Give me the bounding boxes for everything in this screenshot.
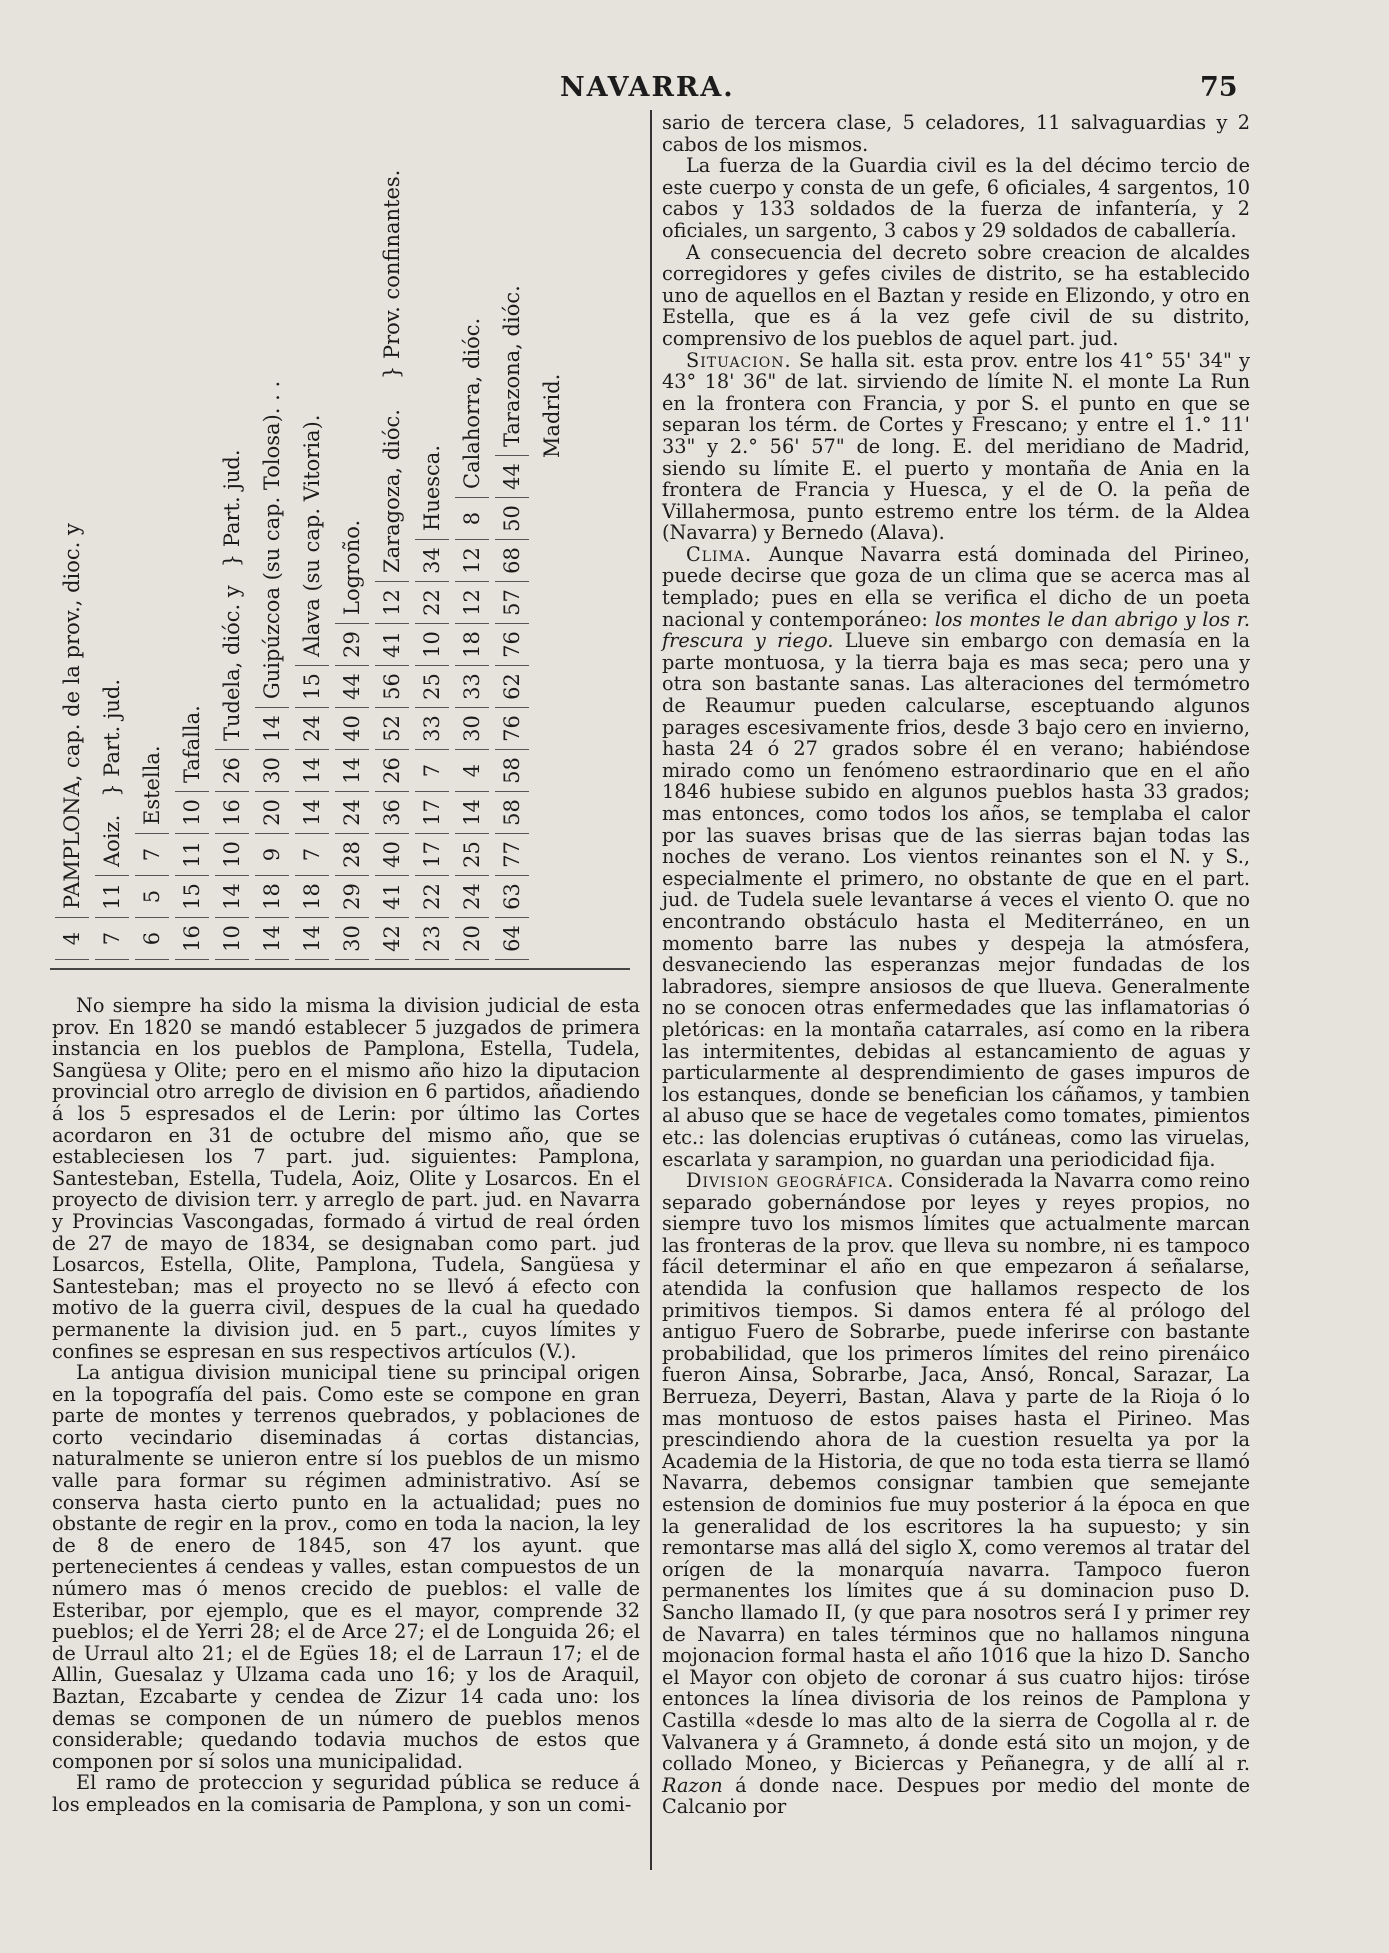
table-cell: 30: [335, 917, 369, 960]
table-cell: 52: [375, 707, 409, 749]
table-cell: 40: [375, 833, 409, 875]
table-cell: 7: [295, 833, 329, 875]
table-cell: 18: [455, 623, 489, 665]
table-row: [92, 112, 132, 960]
table-cell: 10: [215, 833, 249, 875]
row-label: Tafalla.: [180, 705, 204, 783]
paragraph-division-judicial: No siempre ha sido la misma la division judicial de esta prov. En 1820 se mandó establecer 5 juzgados de primera instancia en los pueblos de Pamplona, Estella, Tudela, Sangüesa y Olite; pero en el mismo año hizo la diputacion provincial otro arreglo de division en 6 partidos, añadiendo á los 5 espresados el de Lerin: por último las Cortes acordaron en 31 de octubre del mismo año, que se estableciesen los 7 part. jud. siguientes: Pamplona, Santesteban, Estella, Tudela, Aoiz, Olite y Losarcos. En el proyecto de division terr. y arreglo de part. jud. en Navarra y Provincias Vascongadas, formado á virtud de real órden de 27 de mayo de 1834, se designaban como part. jud Losarcos, Estella, Olite, Pamplona, Tudela, Sangüesa y Santesteban; mas el proyecto no se llevó á efecto con motivo de la guerra civil, despues de la cual ha quedado permanente la division jud. en 5 part., cuyos límites y confines se espresan en sus respectivos artículos (V.).: [52, 994, 640, 1363]
row-label: Guipúzcoa (su cap. Tolosa). . .: [260, 380, 284, 699]
distance-table-rotated: [52, 112, 622, 960]
paragraph-guardia-civil: La fuerza de la Guardia civil es la del décimo tercio de este cuerpo y consta de un gefe, 6 oficiales, 4 sargentos, 10 cabos y 133 soldados de la fuerza de infantería, y 2 oficiales, un sargento, 3 cabos y 29 soldados de caballería.: [662, 154, 1250, 242]
page-number: 75: [1200, 72, 1238, 103]
table-row: [132, 112, 172, 960]
table-cell: 36: [375, 791, 409, 833]
table-cell: 33: [455, 665, 489, 707]
table-cell: 29: [335, 623, 369, 665]
row-label: Calahorra, dióc.: [460, 317, 484, 489]
running-head-title: NAVARRA.: [560, 72, 735, 103]
row-label: Aoiz.: [100, 814, 124, 867]
table-cell: 14: [335, 749, 369, 791]
table-cell: 30: [255, 749, 289, 791]
table-row: [172, 112, 212, 960]
table-cell: 23: [415, 917, 449, 960]
table-cell: 24: [295, 707, 329, 749]
row-label: Madrid.: [540, 373, 564, 458]
table-cell: 14: [455, 791, 489, 833]
row-label: Logroño.: [340, 519, 364, 615]
table-cell: 11: [95, 875, 129, 917]
table-cell: 17: [415, 833, 449, 875]
heading-clima: Clima.: [686, 542, 753, 566]
column-divider: [650, 110, 652, 1870]
table-cell: 7: [415, 749, 449, 791]
table-row: [412, 112, 452, 960]
row-label: Tarazona, dióc.: [500, 285, 524, 447]
table-cell: 4: [55, 917, 89, 960]
table-cell: 15: [175, 875, 209, 917]
table-cell: 58: [495, 791, 529, 833]
table-cell: 16: [175, 917, 209, 960]
table-cell: 41: [375, 875, 409, 917]
table-row: [52, 112, 92, 960]
table-cell: 24: [335, 791, 369, 833]
paragraph-division-municipal: La antigua division municipal tiene su principal origen en la topografía del pais. Como este se compone en gran parte de montes y terrenos quebrados, y poblaciones de corto vecindario diseminadas á cortas distancias, naturalmente se unieron entre sí los pueblos de un mismo valle para formar su régimen administrativo. Así se conserva hasta cierto punto en la actualidad; pues no obstante de regir en la prov., como en toda la nacion, la ley de 8 de enero de 1845, son 47 los ayunt. que pertenecientes á cendeas y valles, estan compuestos de un número mas ó menos crecido de pueblos: el valle de Esteribar, por ejemplo, que es el mayor, comprende 32 pueblos; el de Yerri 28; el de Arce 27; el de Longuida 26; el de Urraul alto 21; el de Egües 18; el de Larraun 17; el de Allin, Guesalaz y Ulzama cada uno 16; y los de Araquil, Baztan, Ezcabarte y cendea de Zizur 14 cada uno: los demas se componen de un número de pueblos menos considerable; quedando todavia muchos de estos que componen por sí solos una municipalidad.: [52, 1361, 640, 1773]
left-column-text: [52, 995, 640, 1816]
table-cell: 14: [215, 875, 249, 917]
table-cell: 18: [255, 875, 289, 917]
table-cell: 76: [495, 707, 529, 749]
table-divider: [50, 968, 630, 970]
table-cell: 40: [335, 707, 369, 749]
table-row: [372, 112, 412, 960]
table-row: [292, 112, 332, 960]
table-cell: 56: [375, 665, 409, 707]
table-cell: 63: [495, 875, 529, 917]
row-label: Tudela, dióc. y: [220, 585, 244, 741]
table-cell: 20: [455, 917, 489, 960]
paragraph-proteccion: El ramo de proteccion y seguridad pública se reduce á los empleados en la comisaria de Pamplona, y son un comi-: [52, 1771, 640, 1816]
paragraph-alcaldes: A consecuencia del decreto sobre creacion de alcaldes corregidores y gefes civiles de distrito, se ha establecido uno de aquellos en el Baztan y reside en Elizondo, y otro en Estella, que es á la vez gefe civil de su distrito, comprensivo de los pueblos de aquel part. jud.: [662, 240, 1250, 350]
table-cell: 25: [415, 665, 449, 707]
right-column-text: [662, 112, 1250, 1818]
table-cell: 42: [375, 917, 409, 960]
table-cell: 22: [415, 875, 449, 917]
table-cell: 44: [335, 665, 369, 707]
table-cell: 10: [415, 623, 449, 665]
table-row: [332, 112, 372, 960]
table-cell: 17: [415, 791, 449, 833]
table-cell: 16: [215, 791, 249, 833]
table-cell: 22: [415, 581, 449, 623]
row-label: Huesca.: [420, 445, 444, 531]
table-cell: 44: [495, 455, 529, 497]
table-cell: 77: [495, 833, 529, 875]
table-cell: 14: [255, 917, 289, 960]
table-row: [532, 112, 572, 960]
table-row: [492, 112, 532, 960]
table-cell: 8: [455, 497, 489, 539]
table-cell: 20: [255, 791, 289, 833]
table-cell: 30: [455, 707, 489, 749]
table-row: [252, 112, 292, 960]
table-cell: 41: [375, 623, 409, 665]
table-cell: 76: [495, 623, 529, 665]
table-cell: 4: [455, 749, 489, 791]
table-cell: 33: [415, 707, 449, 749]
brace-label: } Part. jud.: [100, 679, 124, 797]
table-cell: 10: [215, 917, 249, 960]
row-label: Estella.: [140, 745, 164, 825]
row-label: Alava (su cap. Vitoria).: [300, 414, 324, 657]
table-cell: 28: [335, 833, 369, 875]
table-cell: 64: [495, 917, 529, 960]
table-cell: 14: [295, 917, 329, 960]
table-cell: 26: [375, 749, 409, 791]
table-cell: 25: [455, 833, 489, 875]
heading-division-geografica: Division geográfica.: [686, 1169, 895, 1193]
table-cell: 18: [295, 875, 329, 917]
table-cell: 24: [455, 875, 489, 917]
table-cell: 26: [215, 749, 249, 791]
table-cell: 34: [415, 539, 449, 581]
table-cell: 7: [135, 833, 169, 875]
table-cell: 68: [495, 539, 529, 581]
paragraph-clima: Clima. Aunque Navarra está dominada del Pirineo, puede decirse que goza de un clima que se acerca mas al templado; pues en ella se verifica el dicho de un poeta nacional y contemporáneo: los montes le dan abrigo y los r. frescura y riego. Llueve sin embargo con demasía en la parte montuosa, y la tierra baja es mas seca; pero una y otra son bastante sanas. Las alteraciones del termómetro de Reaumur pueden calcularse, esceptuando algunos parages escesivamente frios, desde 3 bajo cero en invierno, hasta 24 ó 27 grados sobre él en verano; habiéndose mirado como un fenómeno estraordinario que en el año 1846 hubiese subido en algunos pueblos hasta 33 grados; mas entonces, como todos los años, se templaba el calor por las suaves brisas que de las sierras bajan todas las noches de verano. Los vientos reinantes son el N. y S., especialmente el primero, no obstante de que en el part. jud. de Tudela suele levantarse á veces el viento O. que no encontrando obstáculo hasta el Mediterráneo, en un momento barre las nubes y despeja la atmósfera, desvaneciendo las esperanzas mejor fundadas de los labradores, siempre ansiosos de que llueva. Generalmente no se conocen otras enfermedades que las inflamatorias ó pletóricas: en la montaña catarrales, así como en la ribera las intermitentes, debidas al estancamiento de aguas y particularmente al desprendimiento de gases impuros de los estanques, donde se benefician los cáñamos, y tambien al abuso que se hace de vegetales como tomates, pimientos etc.: las dolencias eruptivas ó cutáneas, como las viruelas, escarlata y sarampion, no guardan una periodicidad fija.: [662, 542, 1250, 1171]
table-cell: 58: [495, 749, 529, 791]
distance-table: [52, 112, 622, 960]
paragraph-division-geografica: Division geográfica. Considerada la Navarra como reino separado gobernándose por leyes y reyes propios, no siempre tuvo los mismos límites que actualmente marcan las fronteras de la prov. que lleva su nombre, ni es tampoco fácil determinar el año en que empezaron á señalarse, atendida la confusion que hallamos respecto de los primitivos tiempos. Si damos entera fé al prólogo del antiguo Fuero de Sobrarbe, puede inferirse con bastante probabilidad, que los primeros límites del reino pirenáico fueron Ainsa, Sobrarbe, Jaca, Ansó, Roncal, Sarazar, La Berrueza, Deyerri, Bastan, Alava y parte de la Rioja ó lo mas montuoso de estos paises hasta el Pirineo. Mas prescindiendo ahora de la cuestion resuelta ya por la Academia de la Historia, de que no toda esta tierra se llamó Navarra, debemos consignar tambien que semejante estension de dominios fue muy posterior á la época en que la generalidad de los escritores la ha supuesto; y sin remontarse mas allá del siglo X, como veremos al tratar del orígen de la monarquía navarra. Tampoco fueron permanentes los límites que á su dominacion puso D. Sancho llamado II, (y que para nosotros será I y primer rey de Navarra) en tales términos que no hallamos ninguna mojonacion formal hasta el año 1016 que la hizo D. Sancho el Mayor con objeto de coronar á sus cuatro hijos: tiróse entonces la línea divisoria de los reinos de Pamplona y Castilla «desde lo mas alto de la sierra de Cogolla al r. de Valvanera y á Gramneto, á donde está sito un mojon, y de collado Moneo, y Biciercas y Peñanegra, y de allí al r. Razon á donde nace. Despues por medio del monte de Calcanio por: [662, 1169, 1250, 1819]
table-cell: 10: [175, 791, 209, 833]
table-cell: 7: [95, 917, 129, 960]
paragraph-continuation: sario de tercera clase, 5 celadores, 11 salvaguardias y 2 cabos de los mismos.: [662, 111, 1250, 156]
table-cell: 12: [455, 581, 489, 623]
table-cell: 15: [295, 665, 329, 707]
table-cell: 12: [375, 581, 409, 623]
table-cell: 50: [495, 497, 529, 539]
table-cell: 62: [495, 665, 529, 707]
table-cell: 14: [255, 707, 289, 749]
table-row: [212, 112, 252, 960]
table-cell: 6: [135, 917, 169, 960]
table-cell: 57: [495, 581, 529, 623]
table-cell: 14: [295, 791, 329, 833]
table-cell: 12: [455, 539, 489, 581]
table-cell: 14: [295, 749, 329, 791]
row-label: PAMPLONA, cap. de la prov., dioc. y: [60, 523, 84, 909]
poet-quote: los montes le dan abrigo y los r. frescura y riego.: [662, 607, 1250, 653]
row-label: Zaragoza, dióc.: [380, 409, 404, 573]
table-cell: 5: [135, 875, 169, 917]
paragraph-situacion: Situacion. Se halla sit. esta prov. entre los 41° 55' 34" y 43° 18' 36" de lat. sirviendo de límite N. el monte La Run en la frontera con Francia, y por S. el punto en que se separan los térm. de Cortes y Frescano; y entre el 1.° 11' 33" y 2.° 56' 57" de long. E. del meridiano de Madrid, siendo su límite E. el puerto y montaña de Ania en la frontera de Francia y Huesca, y el de O. la peña de Villahermosa, punto estremo entre los térm. de la Aldea (Navarra) y Bernedo (Alava).: [662, 348, 1250, 545]
table-cell: 29: [335, 875, 369, 917]
table-row: [452, 112, 492, 960]
heading-situacion: Situacion.: [686, 348, 792, 372]
brace-label: } Part. jud.: [220, 449, 244, 568]
table-cell: 9: [255, 833, 289, 875]
table-cell: 11: [175, 833, 209, 875]
brace-label: } Prov. confinantes.: [380, 169, 404, 380]
